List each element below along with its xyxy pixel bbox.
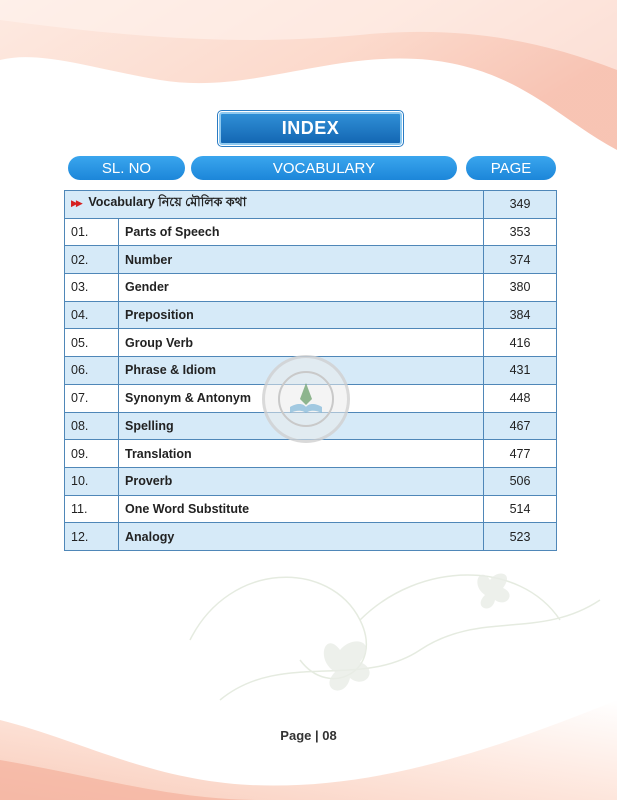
sl-cell: 09. xyxy=(65,440,119,468)
table-row[interactable] xyxy=(65,523,557,551)
watermark-logo xyxy=(262,355,350,443)
table-row[interactable] xyxy=(65,218,557,246)
page-cell: 477 xyxy=(484,440,557,468)
topic-cell: Synonym & Antonym xyxy=(119,384,484,412)
header-vocabulary: VOCABULARY xyxy=(191,156,457,180)
table-row[interactable] xyxy=(65,301,557,329)
table-row[interactable] xyxy=(65,467,557,495)
page-cell: 506 xyxy=(484,467,557,495)
sl-cell: 10. xyxy=(65,467,119,495)
topic-cell: Number xyxy=(119,246,484,274)
page-cell: 384 xyxy=(484,301,557,329)
topic-cell: Parts of Speech xyxy=(119,218,484,246)
page-cell: 353 xyxy=(484,218,557,246)
topic-cell: Phrase & Idiom xyxy=(119,357,484,385)
page-cell: 416 xyxy=(484,329,557,357)
topic-cell: Analogy xyxy=(119,523,484,551)
table-row[interactable] xyxy=(65,246,557,274)
table-row[interactable] xyxy=(65,329,557,357)
topic-cell: Spelling xyxy=(119,412,484,440)
page-cell: 374 xyxy=(484,246,557,274)
page-cell: 431 xyxy=(484,357,557,385)
sl-cell: 08. xyxy=(65,412,119,440)
topic-cell: Preposition xyxy=(119,301,484,329)
intro-row[interactable] xyxy=(65,191,557,219)
intro-label: Vocabulary নিয়ে মৌলিক কথা xyxy=(88,195,247,210)
page-cell: 448 xyxy=(484,384,557,412)
table-row[interactable] xyxy=(65,495,557,523)
index-title: INDEX xyxy=(219,112,402,145)
topic-cell: Gender xyxy=(119,274,484,302)
topic-cell: One Word Substitute xyxy=(119,495,484,523)
fast-forward-icon: ▶▶ xyxy=(71,198,81,209)
page-cell: 467 xyxy=(484,412,557,440)
header-sl-no: SL. NO xyxy=(68,156,185,180)
intro-page: 349 xyxy=(484,191,557,219)
sl-cell: 06. xyxy=(65,357,119,385)
sl-cell: 03. xyxy=(65,274,119,302)
topic-cell: Group Verb xyxy=(119,329,484,357)
page-cell: 523 xyxy=(484,523,557,551)
topic-cell: Proverb xyxy=(119,467,484,495)
page-cell: 514 xyxy=(484,495,557,523)
sl-cell: 12. xyxy=(65,523,119,551)
header-page: PAGE xyxy=(466,156,556,180)
sl-cell: 04. xyxy=(65,301,119,329)
sl-cell: 02. xyxy=(65,246,119,274)
topic-cell: Translation xyxy=(119,440,484,468)
table-row[interactable] xyxy=(65,440,557,468)
intro-cell xyxy=(65,191,484,219)
sl-cell: 05. xyxy=(65,329,119,357)
sl-cell: 11. xyxy=(65,495,119,523)
page-cell: 380 xyxy=(484,274,557,302)
page-number: Page | 08 xyxy=(280,728,337,743)
sl-cell: 07. xyxy=(65,384,119,412)
sl-cell: 01. xyxy=(65,218,119,246)
table-row[interactable] xyxy=(65,274,557,302)
